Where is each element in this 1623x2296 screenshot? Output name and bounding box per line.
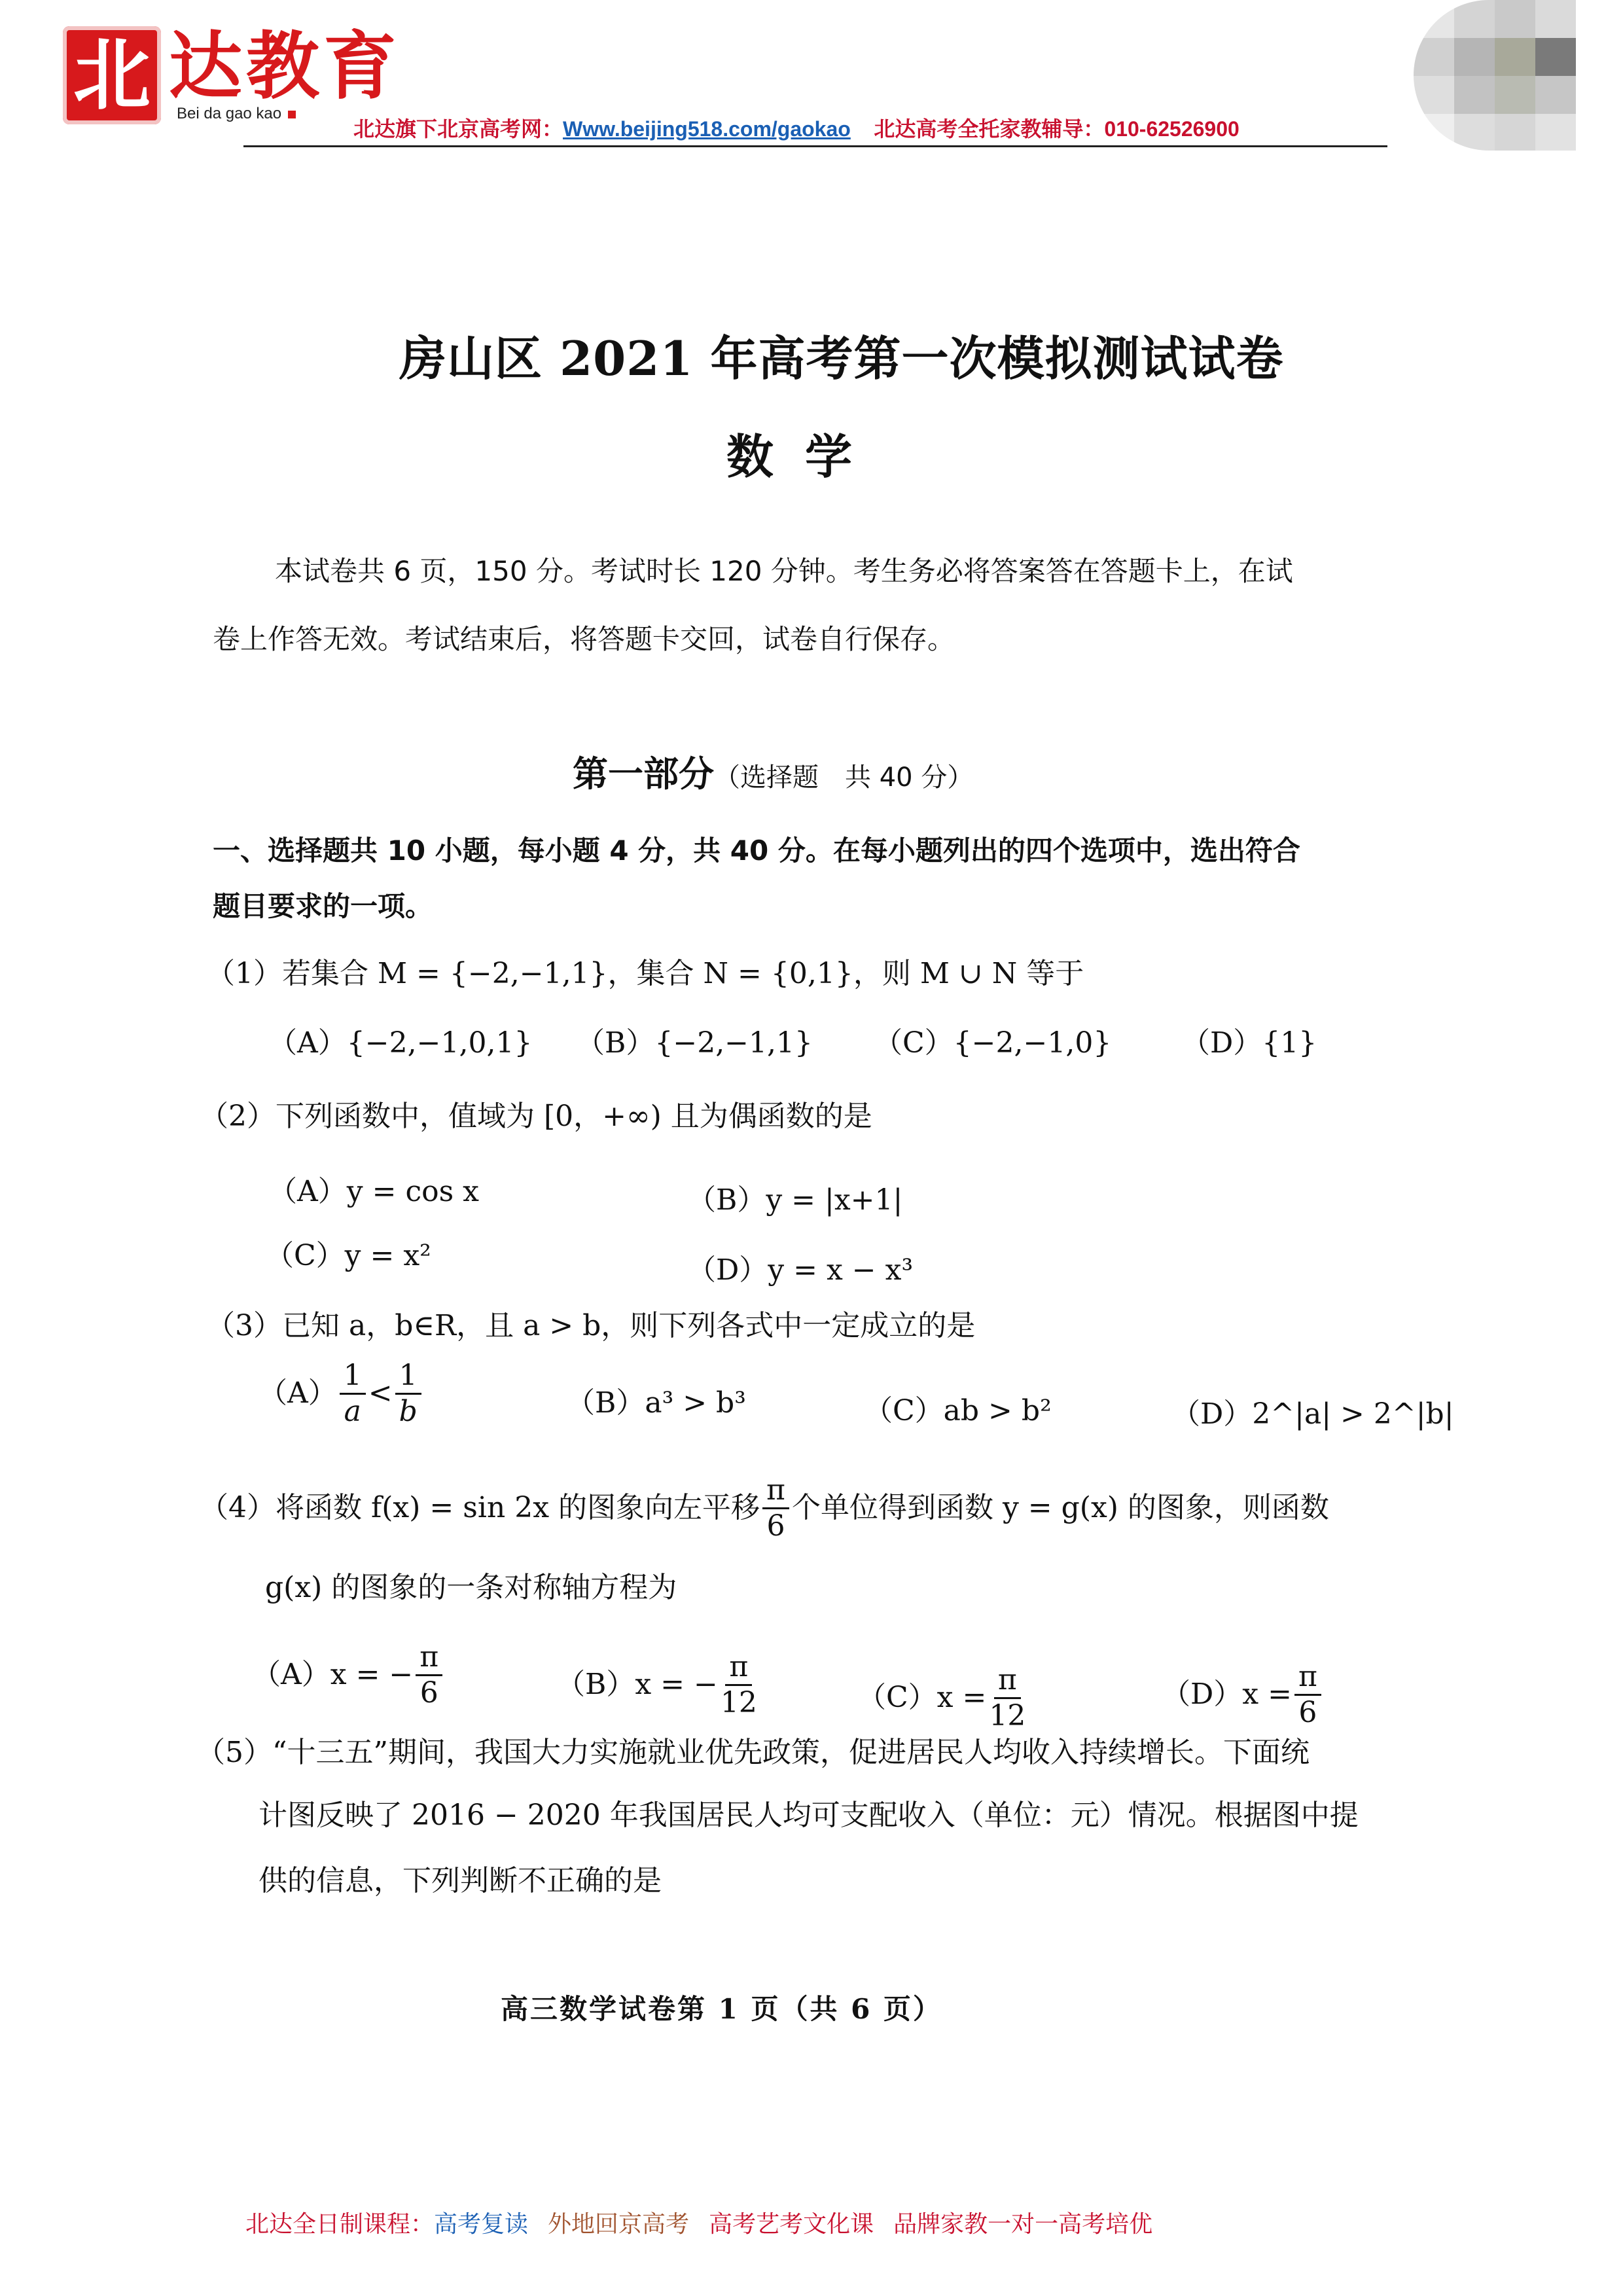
question-1-option-b: （B）{−2,−1,1} [576,1026,813,1060]
question-2-option-a: （A）y = cos x [268,1175,479,1208]
question-1-option-d: （D）{1} [1181,1026,1317,1060]
question-1-option-c: （C）{−2,−1,0} [874,1026,1112,1060]
part-one-heading [573,753,973,795]
fraction [720,1650,757,1719]
fraction-numerator: π [762,1476,789,1509]
fraction [1294,1662,1321,1727]
intro-line-2: 卷上作答无效。考试结束后，将答题卡交回，试卷自行保存。 [213,623,955,655]
question-2-option-d: （D）y = x − x³ [687,1253,914,1287]
logo-subtitle-text: Bei da gao kao [177,105,282,122]
page-number-footer: 高三数学试卷第 1 页（共 6 页） [501,1993,942,2025]
fraction-denominator: b [399,1395,418,1428]
less-than-sign: < [368,1376,393,1410]
logo-char: 北 [73,29,151,120]
question-1-stem: （1）若集合 M = {−2,−1,1}，集合 N = {0,1}，则 M ∪ N 等于 [206,957,1084,990]
header-contact-line [353,113,1240,143]
section-instructions-2: 题目要求的一项。 [213,890,433,922]
question-5-line-1: （5）“十三五”期间，我国大力实施就业优先政策，促进居民人均收入持续增长。下面统 [196,1736,1310,1769]
question-1-option-a: （A）{−2,−1,0,1} [268,1026,533,1060]
question-3-stem: （3）已知 a，b∈R，且 a > b，则下列各式中一定成立的是 [206,1309,976,1342]
logo-name: 达教育 [169,24,401,109]
fraction-denominator: 6 [1298,1696,1317,1729]
question-4-stem-b: 个单位得到函数 y = g(x) 的图象，则函数 [791,1491,1329,1525]
fraction-numerator: π [1294,1662,1321,1696]
question-4-option-d [1162,1662,1324,1727]
question-4-option-b [556,1650,760,1719]
question-3-option-b: （B）a³ > b³ [566,1386,746,1420]
logo-subtitle [177,105,296,123]
site-label: 北达旗下北京高考网： [353,117,563,141]
fraction [989,1663,1026,1732]
logo-dot-icon [288,111,296,118]
question-2-option-c: （C）y = x² [265,1239,431,1272]
question-3-option-c: （C）ab > b² [864,1394,1052,1427]
intro-line-1: 本试卷共 6 页，150 分。考试时长 120 分钟。考生务必将答案答在答题卡上，在试 [275,555,1293,587]
question-3-option-a [259,1361,424,1426]
question-4-option-d-label: （D）x = [1162,1677,1292,1712]
question-4-option-a [252,1640,445,1710]
part-one-title: 第一部分 [573,753,714,795]
question-4-stem-line-2: g(x) 的图象的一条对称轴方程为 [265,1571,677,1604]
header-divider [243,145,1387,147]
fraction [395,1361,421,1426]
question-4-option-b-label: （B）x = − [556,1668,718,1702]
fraction-denominator: 6 [766,1509,785,1543]
question-5-line-3: 供的信息，下列判断不正确的是 [259,1864,662,1897]
blurred-watermark [1414,0,1577,151]
fraction-denominator: 12 [989,1699,1026,1732]
fraction-denominator: 12 [720,1686,757,1719]
question-4-stem-line-1 [200,1473,1329,1543]
ad-label: 北达全日制课程： [245,2210,435,2237]
exam-title: 房山区 2021 年高考第一次模拟测试试卷 [399,331,1284,386]
fraction [762,1473,789,1543]
footer-ad-bar [245,2206,1152,2239]
fraction [416,1640,442,1710]
tutor-label: 北达高考全托家教辅导： [874,117,1105,141]
ad-link-2[interactable]: 外地回京高考 [548,2210,690,2237]
question-2-stem: （2）下列函数中，值域为 [0，+∞) 且为偶函数的是 [200,1100,872,1133]
question-3-option-d: （D）2^|a| > 2^|b| [1171,1397,1454,1431]
site-link[interactable]: Www.beijing518.com/gaokao [563,117,851,141]
fraction-numerator: π [725,1653,752,1686]
question-4-option-c [857,1663,1028,1732]
ad-link-3[interactable]: 高考艺考文化课 [709,2210,874,2237]
subject-title: 数学 [726,429,884,484]
question-2-option-b: （B）y = |x+1| [687,1183,903,1217]
ad-link-1[interactable]: 高考复读 [434,2210,529,2237]
fraction-numerator: 1 [395,1361,421,1395]
question-4-option-c-label: （C）x = [857,1681,987,1715]
fraction-numerator: π [416,1643,442,1676]
part-one-note: （选择题 共 40 分） [714,762,974,793]
fraction-denominator: a [344,1395,361,1428]
fraction-numerator: π [994,1666,1021,1699]
question-4-stem-a: （4）将函数 f(x) = sin 2x 的图象向左平移 [200,1491,760,1525]
tutor-phone: 010-62526900 [1104,117,1240,141]
fraction-numerator: 1 [340,1361,366,1395]
question-5-line-2: 计图反映了 2016 − 2020 年我国居民人均可支配收入（单位：元）情况。根据图中提 [259,1799,1359,1832]
question-4-option-a-label: （A）x = − [252,1658,414,1692]
question-3-option-a-label: （A） [259,1376,337,1410]
fraction-denominator: 6 [419,1676,438,1710]
logo [63,26,161,124]
section-instructions-1: 一、选择题共 10 小题，每小题 4 分，共 40 分。在每小题列出的四个选项中，选出符合 [213,834,1300,867]
ad-link-4[interactable]: 品牌家教一对一高考培优 [893,2210,1153,2237]
fraction [340,1361,366,1426]
